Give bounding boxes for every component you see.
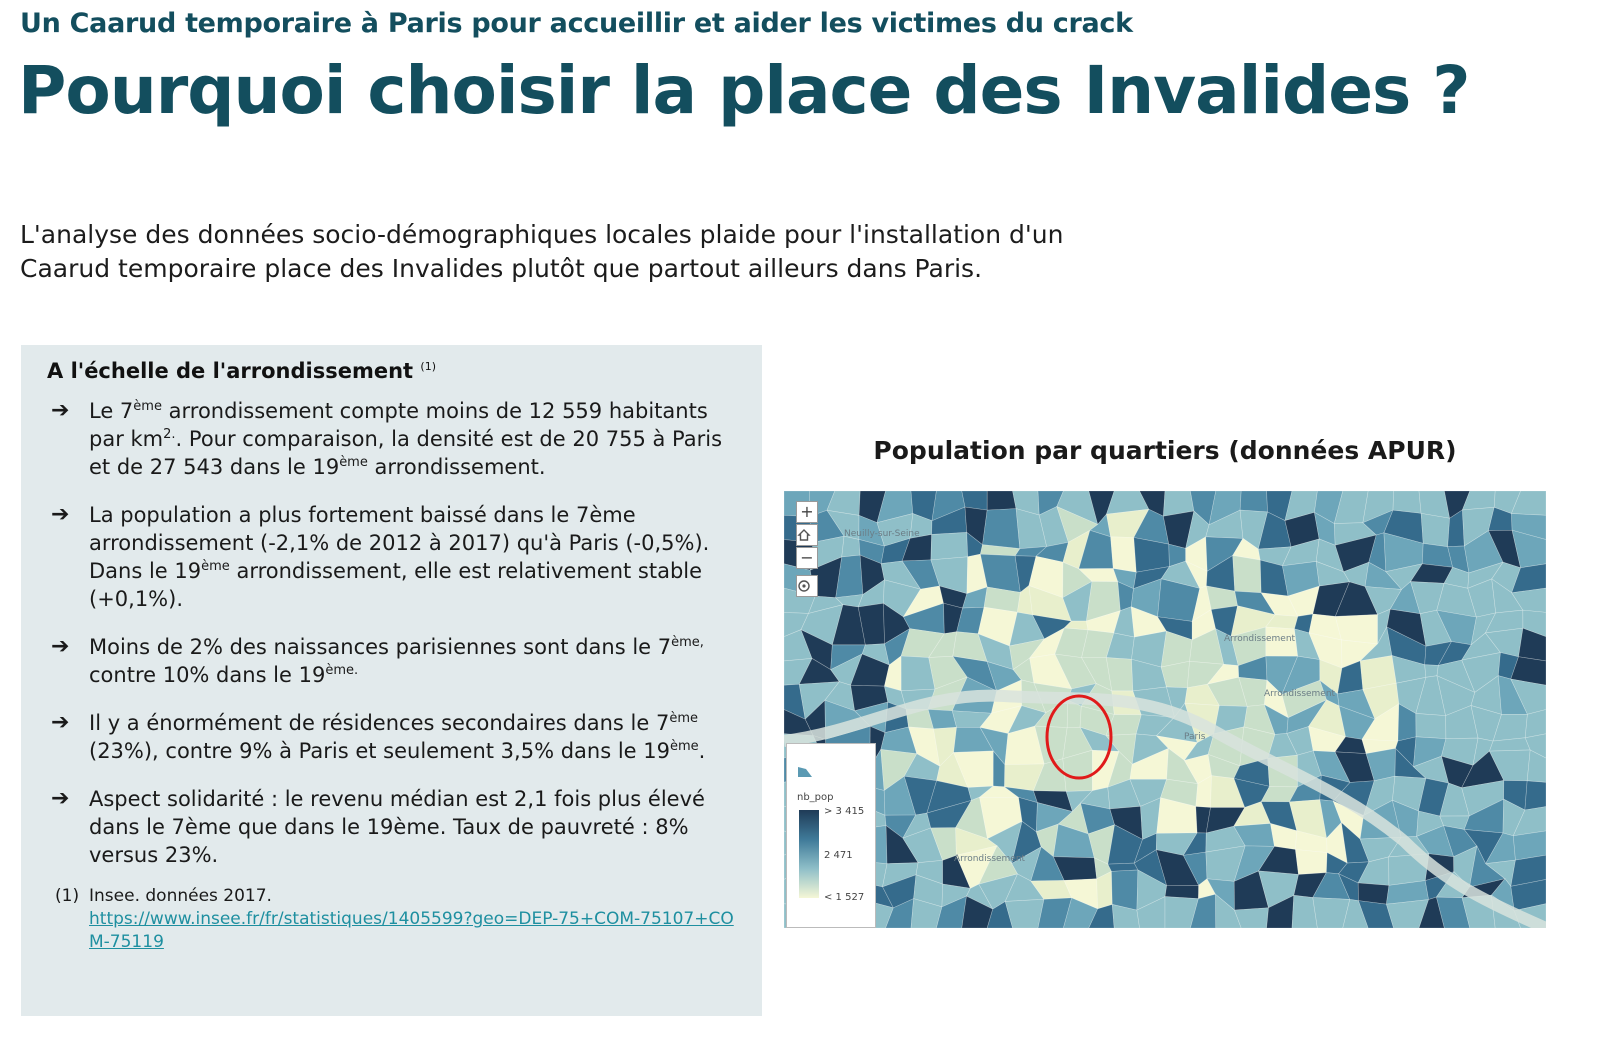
quartier-area — [987, 491, 1016, 510]
map-place-label: Arrondissement — [1264, 689, 1336, 699]
zoom-out-button[interactable]: − — [796, 547, 818, 569]
quartier-area — [1416, 713, 1446, 738]
panel-title — [47, 359, 742, 383]
arrow-icon: ➔ — [51, 634, 70, 659]
map-place-label: Paris — [1184, 732, 1206, 742]
bullet-sup: ème — [669, 711, 698, 726]
intro-paragraph — [20, 218, 1100, 286]
footnote-text: Insee. données 2017. — [89, 886, 272, 906]
legend-field: nb_pop — [797, 792, 834, 803]
arrow-icon: ➔ — [51, 398, 70, 423]
bullet-text: Il y a énormément de résidences secondaires dans le 7 — [89, 711, 670, 735]
bullet-text: arrondissement, elle est relativement stable (+0,1%). — [89, 559, 703, 611]
bullet-list — [47, 397, 742, 869]
bullet-sup: ème — [133, 399, 162, 414]
bullet-text: La population a plus fortement baissé dans le 7ème arrondissement (-2,1% de 2012 à 2017) qu'à Paris (-0,5%). Dans le 19 — [89, 503, 710, 583]
bullet-secondary-homes — [47, 709, 742, 765]
arrow-icon: ➔ — [51, 502, 70, 527]
choropleth-layer — [784, 491, 1546, 928]
bullet-text: arrondissement compte moins de 12 559 habitants par km — [89, 399, 708, 451]
page-kicker: Un Caarud temporaire à Paris pour accueillir et aider les victimes du crack — [20, 8, 1133, 39]
bullet-text: Le 7 — [89, 399, 134, 423]
bullet-sup: ème. — [325, 663, 359, 678]
bullet-text: Moins de 2% des naissances parisiennes sont dans le 7 — [89, 635, 672, 659]
bullet-sup: 2. — [163, 427, 176, 442]
zoom-in-button[interactable]: + — [796, 501, 818, 523]
quartier-area — [1111, 537, 1137, 572]
map-legend — [786, 743, 876, 928]
quartier-area — [1425, 665, 1439, 678]
home-icon — [797, 528, 811, 542]
quartier-area — [1421, 513, 1450, 546]
page-title: Pourquoi choisir la place des Invalides ? — [18, 52, 1470, 129]
quartier-area — [931, 532, 968, 559]
home-button[interactable] — [796, 524, 818, 546]
intro-line-2: Caarud temporaire place des Invalides plutôt que partout ailleurs dans Paris. — [20, 254, 983, 283]
quartier-area — [1335, 615, 1377, 644]
locate-icon — [797, 579, 811, 593]
arrondissement-panel — [21, 345, 762, 1016]
quartier-area — [1233, 555, 1261, 592]
bullet-births — [47, 633, 742, 689]
bullet-text: arrondissement. — [367, 455, 546, 479]
map-title: Population par quartiers (données APUR) — [873, 436, 1457, 465]
bullet-sup: ème — [339, 455, 368, 470]
quartier-area — [1240, 491, 1267, 512]
arrow-icon: ➔ — [51, 786, 70, 811]
locate-button[interactable] — [796, 575, 818, 597]
legend-min: < 1 527 — [824, 892, 865, 903]
arrow-icon: ➔ — [51, 710, 70, 735]
panel-title-text: A l'échelle de l'arrondissement — [47, 359, 414, 383]
bullet-sup: ème — [669, 739, 699, 754]
panel-title-note: (1) — [420, 360, 436, 373]
bullet-text: . Pour comparaison, la densité est de 20 755 à Paris et de 27 543 dans le 19 — [89, 427, 723, 479]
population-map[interactable] — [784, 491, 1546, 928]
layer-icon — [797, 766, 813, 778]
legend-mid: 2 471 — [824, 850, 853, 861]
bullet-density — [47, 397, 742, 481]
bullet-sup: ème — [201, 559, 230, 574]
quartier-area — [1393, 491, 1421, 513]
bullet-population — [47, 501, 742, 613]
map-place-label: Neuilly-sur-Seine — [844, 529, 920, 539]
bullet-text: (23%), contre 9% à Paris et seulement 3,5% dans le 19 — [89, 739, 670, 763]
bullet-text: Aspect solidarité : le revenu médian est 2,1 fois plus élevé dans le 7ème que dans le 19ème. Taux de pauvreté : 8% versus 23%. — [89, 787, 705, 867]
quartier-area — [983, 509, 1020, 549]
intro-line-1: L'analyse des données socio-démographiques locales plaide pour l'installation d'un — [20, 220, 1064, 249]
bullet-sup: ème, — [671, 635, 704, 650]
quartier-area — [842, 536, 860, 557]
bullet-text: . — [698, 739, 706, 763]
legend-ramp — [799, 810, 819, 898]
insee-link[interactable]: https://www.insee.fr/fr/statistiques/1405599?geo=DEP-75+COM-75107+COM-75119 — [89, 909, 734, 952]
bullet-text: contre 10% dans le 19 — [89, 663, 326, 687]
map-place-label: Arrondissement — [1224, 634, 1296, 644]
legend-max: > 3 415 — [824, 806, 865, 817]
footnote — [47, 885, 742, 954]
bullet-solidarity — [47, 785, 742, 869]
footnote-number: (1) — [55, 886, 80, 906]
quartier-area — [1111, 870, 1137, 910]
quartier-area — [1525, 781, 1546, 810]
quartier-area — [1295, 849, 1327, 874]
map-place-label: Arrondissement — [954, 854, 1026, 864]
